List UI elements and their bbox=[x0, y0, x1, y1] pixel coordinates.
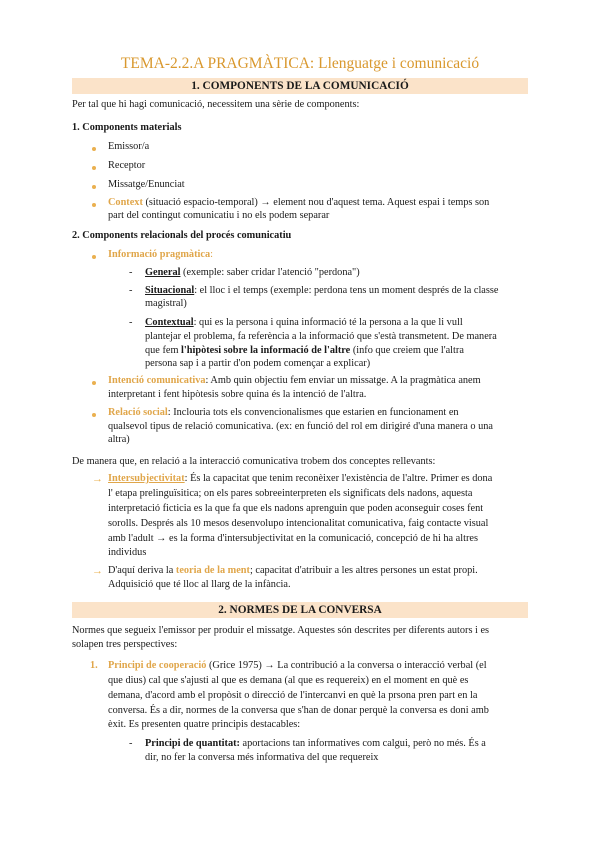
context-text: (situació espacio-temporal) → element nou d'aquest tema. Aquest espai i temps son bbox=[142, 197, 490, 208]
intersub-text: : És la capacitat que tenim reconèixer l'existència de l'altre. Primer es dona bbox=[184, 473, 493, 484]
section-heading-2: 2. NORMES DE LA CONVERSA bbox=[72, 602, 528, 618]
contextual-line-4: persona sap i a partir d'on podem començar a explicar) bbox=[145, 358, 371, 369]
situacional-term: Situacional bbox=[145, 285, 195, 296]
intencio-line-1 bbox=[108, 374, 481, 389]
section2-intro-1: Normes que segueix l'emissor per produir el missatge. Aquestes són descrites per diferents autors i es bbox=[72, 625, 490, 636]
teoria-text: ; capacitat d'atribuir a les altres persones un estat propi. bbox=[249, 565, 478, 576]
arrow-right-icon: → bbox=[92, 473, 103, 485]
bullet-icon bbox=[92, 166, 96, 170]
quantitat-text: aportacions tan informatives com calgui, però no més. És a bbox=[239, 738, 486, 749]
interaccio-intro: De manera que, en relació a la interacció comunicativa trobem dos conceptes rellevants: bbox=[72, 456, 436, 467]
intersub-line-2: l' etapa prelinguïsitica; on els pares sobreeinterpreten els significats dels nadons, aquesta bbox=[108, 488, 473, 499]
context-term: Context bbox=[108, 197, 143, 208]
cooperacio-term: Principi de cooperació bbox=[108, 660, 207, 671]
section-heading-1: 1. COMPONENTS DE LA COMUNICACIÓ bbox=[72, 78, 528, 94]
info-pragmatica bbox=[108, 248, 213, 263]
teoria-line-2: Adquisició que té lloc al llarg de la infància. bbox=[108, 579, 291, 590]
intersub-line-3: interpretació ficticia es la que fa que els nadons aprenguin que poden aconseguir coses fent bbox=[108, 503, 484, 514]
contextual-hipotesi: l'hipòtesi sobre la informació de l'altre bbox=[181, 345, 351, 356]
intersub-line-6: individus bbox=[108, 547, 147, 558]
contextual-text-3a: que fem bbox=[145, 345, 182, 356]
teoria-term: teoria de la ment bbox=[175, 565, 250, 576]
intersub-term: Intersubjectivitat bbox=[108, 473, 185, 484]
dash-marker: - bbox=[129, 267, 133, 278]
contextual-line-1 bbox=[145, 316, 463, 331]
bullet-icon bbox=[92, 185, 96, 189]
general-line bbox=[145, 266, 360, 281]
intersub-line-5: amb l'adult → es la forma d'intersubjectivitat en la comunicació, concepció de hi ha altres bbox=[108, 533, 478, 544]
bullet-icon bbox=[92, 255, 96, 259]
contextual-text-3c: (info que creiem que l'altra bbox=[350, 345, 464, 356]
cooperacio-text: (Grice 1975) → La contribució a la conversa o interacció verbal (el bbox=[206, 660, 487, 671]
situacional-line-2: magistral) bbox=[145, 298, 187, 309]
list-item-receptor: Receptor bbox=[108, 160, 146, 171]
dash-marker: - bbox=[129, 738, 133, 749]
quantitat-term: Principi de quantitat: bbox=[145, 738, 240, 749]
relacio-term: Relació social bbox=[108, 407, 168, 418]
general-text: (exemple: saber cridar l'atenció "perdona") bbox=[180, 267, 360, 278]
page-title: TEMA-2.2.A PRAGMÀTICA: Llenguatge i comunicació bbox=[120, 55, 480, 72]
relacionals-heading: 2. Components relacionals del procés comunicatiu bbox=[72, 230, 292, 241]
contextual-text: : qui es la persona i quina informació té la persona a la que li vull bbox=[193, 317, 463, 328]
contextual-term: Contextual bbox=[145, 317, 194, 328]
situacional-text: : el lloc i el temps (exemple: perdona tens un moment després de la classe bbox=[194, 285, 499, 296]
dash-marker: - bbox=[129, 317, 133, 328]
bullet-icon bbox=[92, 147, 96, 151]
section1-intro: Per tal que hi hagi comunicació, necessitem una sèrie de components: bbox=[72, 99, 360, 110]
intersub-line-4: sorolls. Després als 10 mesos desenvolupo intencionalitat comunicativa, faig contacte visual bbox=[108, 518, 489, 529]
section2-intro-2: solapen tres perspectives: bbox=[72, 639, 178, 650]
dash-marker: - bbox=[129, 285, 133, 296]
bullet-icon bbox=[92, 413, 96, 417]
cooperacio-line-5: èxit. Es presenten quatre principis destacables: bbox=[108, 719, 301, 730]
context-line-2: part del contingut comunicatiu i no els podem separar bbox=[108, 210, 330, 221]
intencio-term: Intenció comunicativa bbox=[108, 375, 206, 386]
bullet-icon bbox=[92, 381, 96, 385]
relacio-line-3: altra) bbox=[108, 434, 130, 445]
intersub-line-1 bbox=[108, 472, 492, 487]
relacio-text: : Inclouria tots els convencionalismes que estarien en funcionament en bbox=[167, 407, 459, 418]
arrow-right-icon: → bbox=[92, 565, 103, 577]
info-colon: : bbox=[210, 249, 213, 260]
bullet-icon bbox=[92, 203, 96, 207]
list-item-emissor: Emissor/a bbox=[108, 141, 150, 152]
cooperacio-line-1 bbox=[108, 659, 487, 674]
general-term: General bbox=[145, 267, 181, 278]
info-term: Informació pragmàtica bbox=[108, 249, 211, 260]
intencio-line-2: interpretant i fent hipòtesis sobre quina és la intenció de l'altra. bbox=[108, 389, 367, 400]
cooperacio-line-2: que dius) cal que s'ajusti al que es demana (al que es requereix) en el moment en què es bbox=[108, 675, 469, 686]
materials-heading: 1. Components materials bbox=[72, 122, 182, 133]
teoria-pre: D'aquí deriva la bbox=[108, 565, 176, 576]
quantitat-line-1 bbox=[145, 737, 486, 752]
contextual-line-2: plantejar el problema, fa referència a la informació que s'està transmetent. De manera bbox=[145, 331, 497, 342]
principle-number: 1. bbox=[90, 660, 98, 671]
situacional-line-1 bbox=[145, 284, 498, 299]
teoria-line-1 bbox=[108, 564, 478, 579]
cooperacio-line-3: demana, d'acord amb el propòsit o direcció de l'intercanvi en què la prsona pren part en la bbox=[108, 690, 478, 701]
relacio-line-1 bbox=[108, 406, 459, 421]
intencio-text: : Amb quin objectiu fem enviar un missatge. A la pragmàtica anem bbox=[205, 375, 481, 386]
quantitat-line-2: dir, no fer la conversa més informativa del que requereix bbox=[145, 752, 379, 763]
list-item-missatge: Missatge/Enunciat bbox=[108, 179, 185, 190]
cooperacio-line-4: conversa. És a dir, normes de la conversa que s'han de donar perquè la conversa es doni amb bbox=[108, 705, 489, 716]
relacio-line-2: qualsevol tipus de relació comunicativa. (ex: en funció del rol em dirigiré d'una manera o una bbox=[108, 421, 493, 432]
